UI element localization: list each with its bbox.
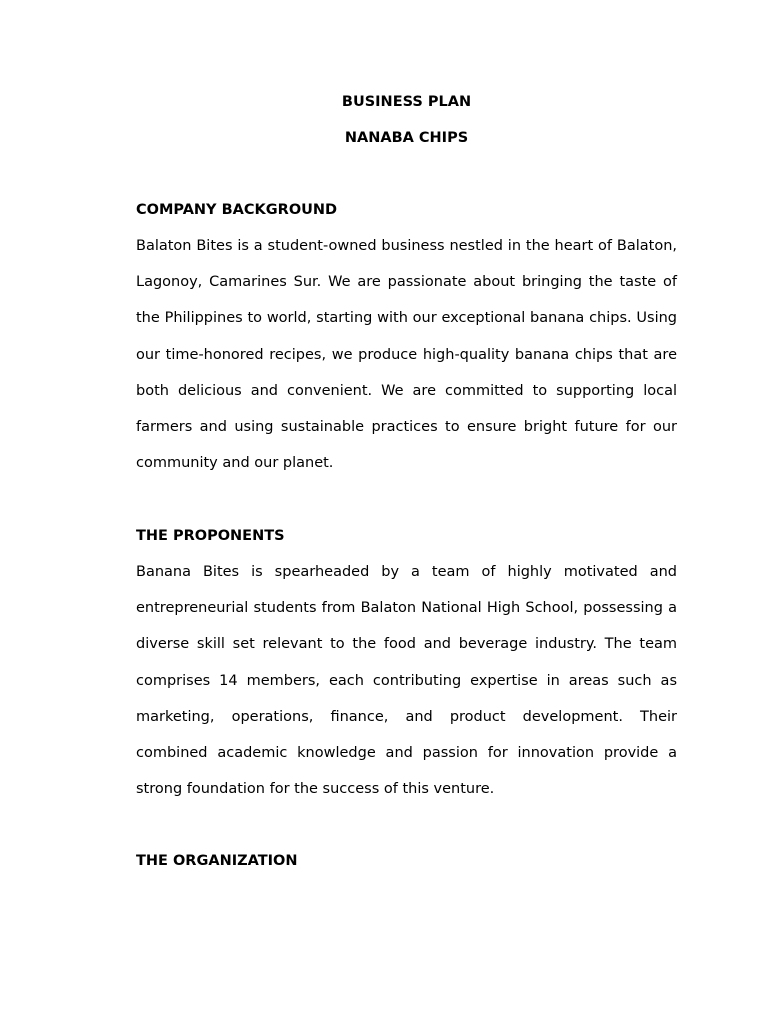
document-title: BUSINESS PLAN [341,94,472,110]
section-body-proponents: Banana Bites is spearheaded by a team of highly motivated and entrepreneurial students from Balaton National High School, possessing a diverse skill set relevant to the food and beverage industry. The team comprises 14 members, each contributing expertise in areas such as marketing, operations, finance, and product development. Their combined academic knowledge and passion for innovation provide a strong foundation for the success of this venture. [136,564,677,798]
section-body-company-background: Balaton Bites is a student-owned business nestled in the heart of Balaton, Lagonoy, Camarines Sur. We are passionate about bringing the taste of the Philippines to world, starting with our exceptional banana chips. Using our time-honored recipes, we produce high-quality banana chips that are both delicious and convenient. We are committed to supporting local farmers and using sustainable practices to ensure bright future for our community and our planet. [136,238,677,472]
section-heading-organization: THE ORGANIZATION [136,853,298,869]
section-heading-proponents: THE PROPONENTS [136,528,285,544]
document-subtitle: NANABA CHIPS [344,130,469,146]
section-heading-company-background: COMPANY BACKGROUND [136,202,338,218]
